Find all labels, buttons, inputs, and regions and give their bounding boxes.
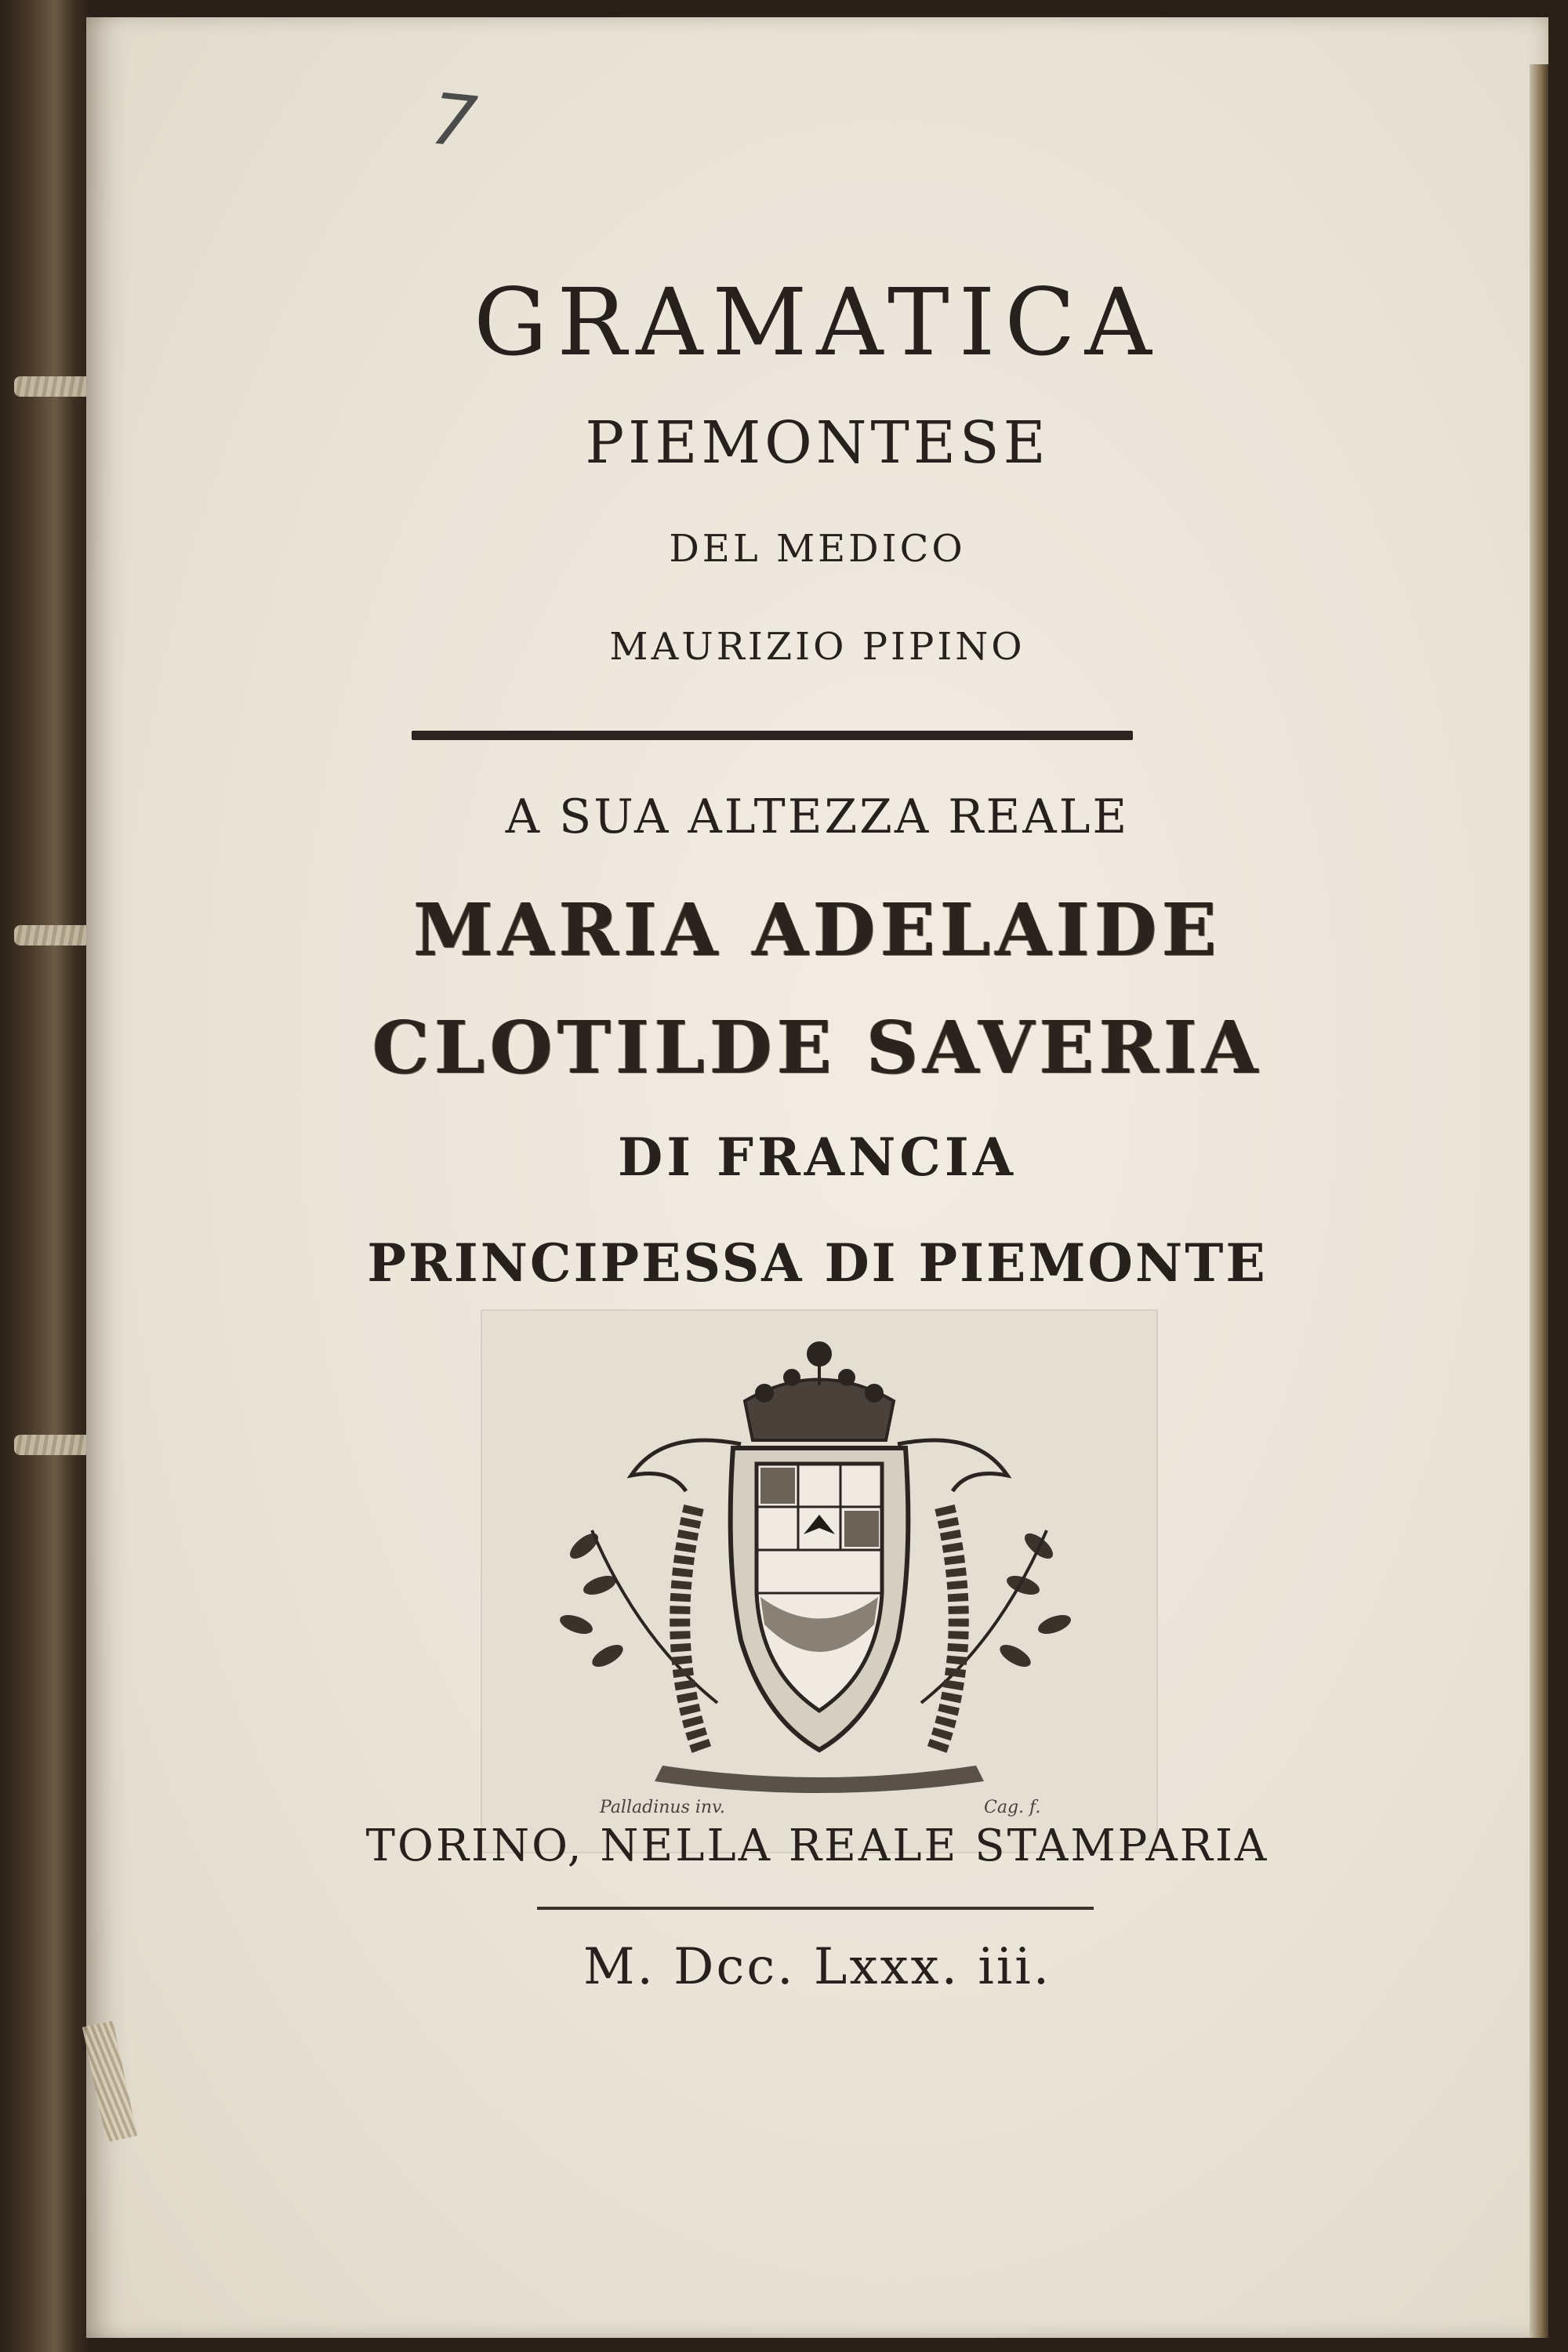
engraver-signature-left: Palladinus inv.	[600, 1798, 725, 1817]
divider-rule	[412, 731, 1133, 740]
dedication-line: A SUA ALTEZZA REALE	[505, 789, 1130, 844]
page-edge	[1530, 64, 1548, 2338]
dedicatee-title: PRINCIPESSA DI PIEMONTE	[367, 1232, 1268, 1294]
title-page	[86, 17, 1548, 2338]
engraver-signature-right: Cag. f.	[984, 1798, 1041, 1817]
dedicatee-origin: DI FRANCIA	[618, 1127, 1017, 1188]
publication-date: M. Dcc. Lxxx. iii.	[583, 1938, 1052, 1996]
pencil-mark: 7	[426, 78, 481, 165]
dedicatee-name-line-1: MARIA ADELAIDE	[413, 887, 1221, 972]
imprint: TORINO, NELLA REALE STAMPARIA	[365, 1820, 1269, 1871]
book-title: GRAMATICA	[474, 268, 1161, 376]
book-subtitle: PIEMONTESE	[585, 409, 1050, 477]
coat-of-arms-icon	[482, 1311, 1156, 1852]
dedicatee-name-line-2: CLOTILDE SAVERIA	[372, 1005, 1263, 1090]
engraving-plate	[482, 1311, 1156, 1852]
imprint-rule	[537, 1907, 1094, 1910]
author-prefix: DEL MEDICO	[669, 527, 966, 571]
author-name: MAURIZIO PIPINO	[609, 625, 1025, 669]
